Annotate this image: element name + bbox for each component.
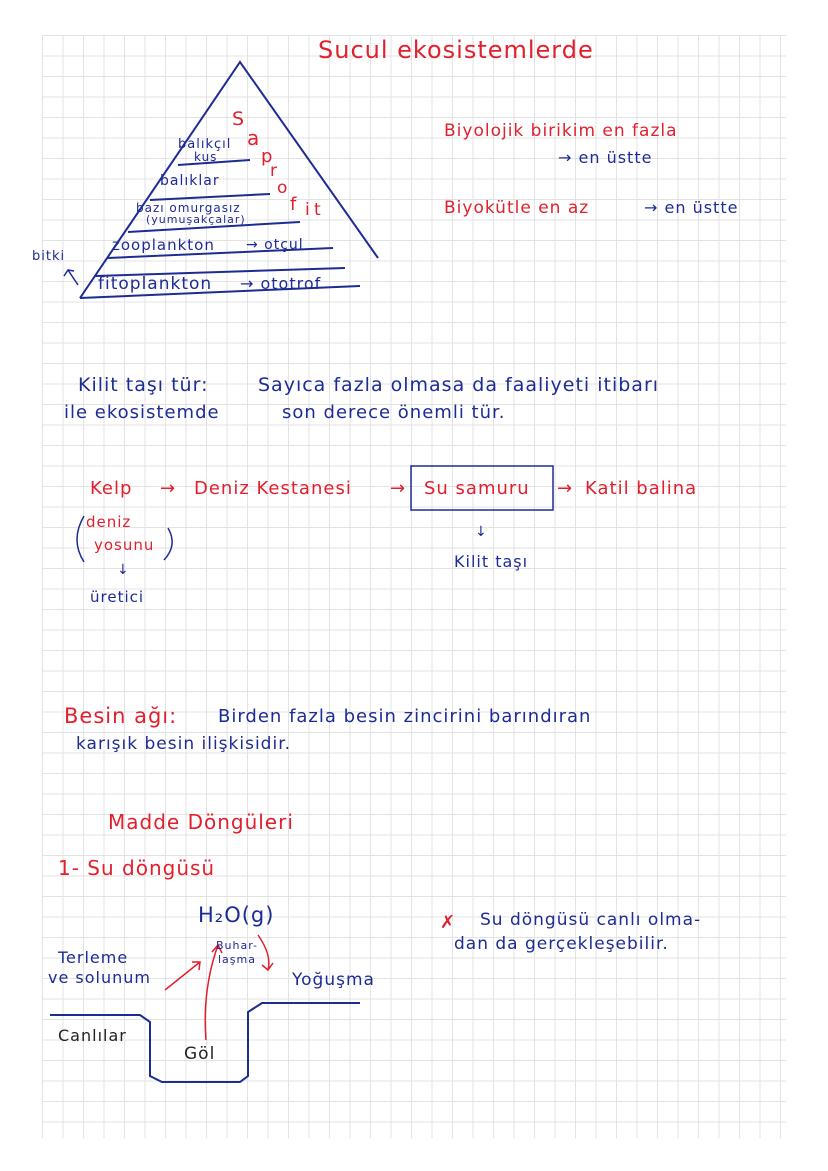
chain-arrow: → xyxy=(557,478,574,499)
ve-solunum-label: ve solunum xyxy=(48,968,151,987)
pyramid-level-ototrof: → ototrof xyxy=(240,274,322,293)
kilit-def-line1: Sayıca fazla olmasa da faaliyeti itibarı xyxy=(258,374,660,396)
h2o-label: H₂O(g) xyxy=(198,903,275,927)
chain-su-samuru: Su samuru xyxy=(424,478,530,499)
chain-kelp: Kelp xyxy=(90,478,133,499)
pyramid-level-baliklar: balıklar xyxy=(160,173,220,189)
chain-deniz-kestanesi: Deniz Kestanesi xyxy=(194,478,352,499)
chain-deniz: deniz xyxy=(86,513,132,531)
pyramid-level-omurgasiz: bazı omurgasız xyxy=(136,201,241,215)
saprofit-letter: i xyxy=(305,200,311,220)
canlilar-label: Canlılar xyxy=(58,1026,127,1045)
note-biyokutle: Biyokütle en az xyxy=(444,198,590,218)
pyramid-outline xyxy=(80,62,378,298)
chain-katil-balina: Katil balina xyxy=(585,478,698,499)
page-title: Sucul ekosistemlerde xyxy=(318,36,594,64)
saprofit-letter: p xyxy=(261,146,274,167)
yogusma-label: Yoğuşma xyxy=(292,970,375,990)
saprofit-letter: a xyxy=(247,126,261,150)
note-biyokutle-sub: → en üstte xyxy=(644,198,739,217)
chain-kilit-tasi: Kilit taşı xyxy=(454,552,529,571)
water-note-line1: Su döngüsü canlı olma- xyxy=(480,910,702,930)
gol-label: Göl xyxy=(184,1044,216,1064)
pyramid-level-kus: kuş xyxy=(194,150,218,164)
kilit-term: Kilit taşı tür: xyxy=(78,374,209,396)
su-dongusu-title: 1- Su döngüsü xyxy=(58,856,216,880)
chain-down-arrow: ↓ xyxy=(117,562,130,578)
chain-arrow: → xyxy=(160,478,177,499)
saprofit-letter: S xyxy=(232,108,246,130)
chain-uretici: üretici xyxy=(90,588,145,606)
buharlasma-label-2: laşma xyxy=(218,953,256,966)
saprofit-letter: t xyxy=(314,200,322,220)
pyramid-level-zooplankton: zooplankton xyxy=(112,236,215,254)
besin-def-line2: karışık besin ilişkisidir. xyxy=(76,734,292,754)
pyramid-level-yumusakcalar: (yumuşakçalar) xyxy=(146,213,246,226)
bitki-label: bitki xyxy=(32,249,66,264)
madde-title: Madde Döngüleri xyxy=(108,810,294,834)
saprofit-letter: o xyxy=(277,178,289,198)
kilit-def-line2a: ile ekosistemde xyxy=(64,402,220,423)
bitki-arrow xyxy=(64,270,78,285)
saprofit-letter: f xyxy=(290,194,298,215)
besin-term: Besin ağı: xyxy=(64,704,178,728)
pyramid-level-balikcil: balıkçıl xyxy=(178,137,232,152)
note-bio-birikim-sub: → en üstte xyxy=(558,148,653,167)
chain-down-arrow: ↓ xyxy=(475,524,488,540)
pyramid-level-fitoplankton: fitoplankton xyxy=(98,274,213,294)
pyramid-level-otcul: → otçul xyxy=(246,237,304,253)
terleme-label: Terleme xyxy=(58,948,129,967)
chain-arrow: → xyxy=(390,478,407,499)
besin-def-line1: Birden fazla besin zincirini barındıran xyxy=(218,706,592,727)
chain-yosunu: yosunu xyxy=(94,536,155,554)
buharlasma-label-1: Buhar- xyxy=(216,939,259,952)
note-mark: ✗ xyxy=(440,912,457,933)
kilit-def-line2b: son derece önemli tür. xyxy=(282,402,506,423)
saprofit-letter: r xyxy=(270,161,278,181)
note-bio-birikim: Biyolojik birikim en fazla xyxy=(444,121,678,141)
water-note-line2: dan da gerçekleşebilir. xyxy=(454,934,669,954)
